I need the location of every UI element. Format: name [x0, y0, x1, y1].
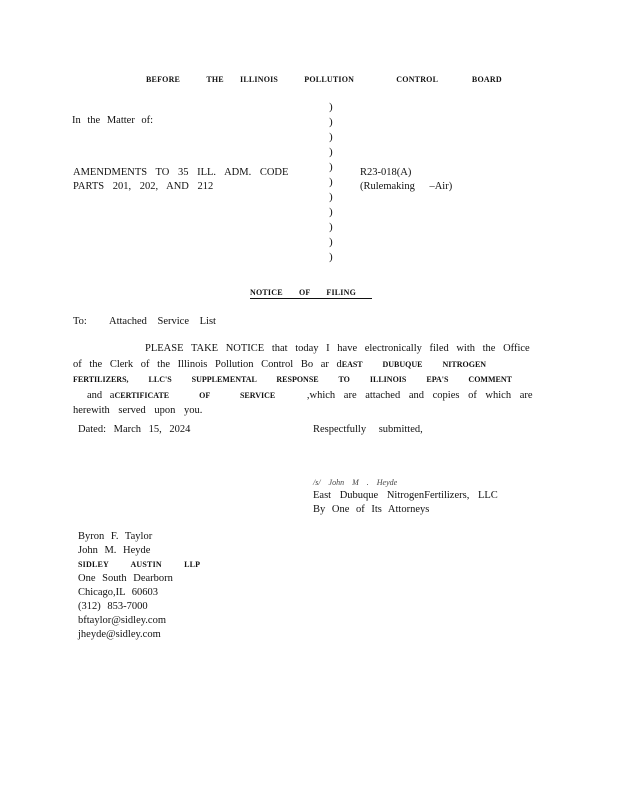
notice-body-text-1: PLEASE TAKE NOTICE that today I have electronically filed with the Office of the Clerk of the Illinois Pollution Control Bo ar d: [73, 343, 530, 370]
paren: ): [329, 206, 333, 218]
paren: ): [329, 161, 333, 173]
notice-title-text: NOTICE OF FILING: [250, 288, 357, 297]
to-value: Attached Service List: [109, 316, 216, 327]
dated-line: Dated: March 15, 2024: [78, 424, 191, 435]
address-street: One South Dearborn: [78, 573, 173, 584]
firm-name: SIDLEY AUSTIN LLP: [78, 560, 201, 569]
paren: ): [329, 176, 333, 188]
paren: ): [329, 131, 333, 143]
attorney-name-1: Byron F. Taylor: [78, 531, 153, 542]
signature-by-line: By One of Its Attorneys: [313, 504, 430, 515]
paren: ): [329, 221, 333, 233]
board-title-word: BOARD: [471, 75, 502, 84]
board-title: [146, 75, 502, 84]
amendments-line-2: PARTS 201, 202, AND 212: [73, 181, 214, 192]
notice-body: [73, 341, 543, 419]
address-city: Chicago,IL 60603: [78, 587, 159, 598]
email-1: bftaylor@sidley.com: [78, 615, 167, 626]
notice-body-caps-2: CERTIFICATE OF SERVICE: [114, 390, 276, 400]
notice-body-caps-1: EAST DUBUQUE NITROGEN FERTILIZERS, LLC'S SUPPLEMENTAL RESPONSE TO ILLINOIS EPA'S COMMENT: [73, 359, 512, 384]
paren: ): [329, 251, 333, 263]
notice-title: [250, 288, 372, 299]
closing: Respectfully submitted,: [313, 424, 423, 435]
board-title-word: ILLINOIS: [240, 75, 279, 84]
case-number: R23-018(A): [360, 167, 412, 178]
case-type: (Rulemaking –Air): [360, 181, 453, 192]
to-label: To:: [73, 316, 87, 327]
board-title-word: CONTROL: [396, 75, 438, 84]
amendments-line-1: AMENDMENTS TO 35 ILL. ADM. CODE: [73, 167, 289, 178]
notice-body-text-2: ,which are attached and copies of which are herewith served upon you.: [73, 389, 533, 416]
signature: /s/ John M . Heyde: [313, 478, 398, 487]
board-title-word: BEFORE: [146, 75, 181, 84]
paren: ): [329, 101, 333, 113]
paren: ): [329, 146, 333, 158]
signature-company: East Dubuque NitrogenFertilizers, LLC: [313, 490, 498, 501]
email-2: jheyde@sidley.com: [78, 629, 161, 640]
board-title-word: POLLUTION: [304, 75, 355, 84]
board-title-word: THE: [206, 75, 224, 84]
address-phone: (312) 853-7000: [78, 601, 148, 612]
notice-body-and: and a: [87, 389, 115, 401]
in-the-matter: In the Matter of:: [72, 115, 154, 126]
paren: ): [329, 236, 333, 248]
attorney-name-2: John M. Heyde: [78, 545, 151, 556]
attorney-address-block: [78, 530, 200, 642]
paren: ): [329, 191, 333, 203]
paren: ): [329, 116, 333, 128]
